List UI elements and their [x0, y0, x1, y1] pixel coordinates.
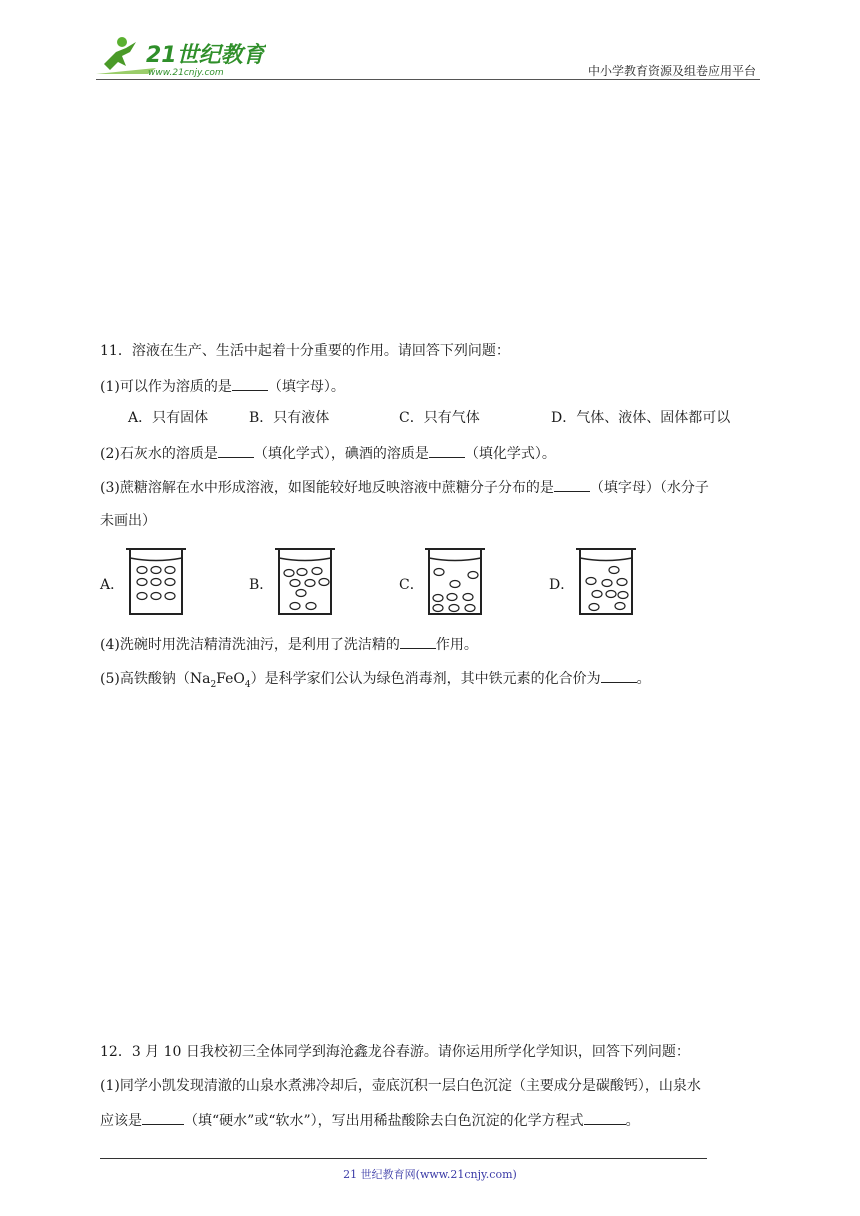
- q11-part2-text-b: （填化学式），碘酒的溶质是: [253, 446, 429, 462]
- q11-intro: 11．溶液在生产、生活中起着十分重要的作用。请回答下列问题：: [100, 343, 510, 359]
- answer-blank: [218, 443, 254, 458]
- q11-part1: [100, 376, 345, 397]
- q11-part5-text-b: FeO: [216, 671, 245, 687]
- beaker-label-b: B．: [249, 577, 274, 593]
- q11-part4-text-b: 作用。: [435, 637, 478, 653]
- beaker-d-icon: [574, 546, 638, 618]
- header-platform-name: 中小学教育资源及组卷应用平台: [587, 64, 756, 78]
- footer-divider: [100, 1158, 707, 1159]
- q12-part1-text-c: （填“硬水”或“软水”），写出用稀盐酸除去白色沉淀的化学方程式: [184, 1113, 584, 1129]
- q11-part3: [100, 477, 709, 498]
- q11-part4-text-a: (4)洗碗时用洗洁精清洗油污，是利用了洗洁精的: [100, 637, 400, 653]
- logo-url: www.21cnjy.com: [148, 68, 224, 78]
- q12-part1-text-b: 应该是: [100, 1113, 142, 1129]
- q11-part2: [100, 443, 556, 464]
- q11-part4: [100, 634, 478, 655]
- answer-blank: [232, 376, 268, 391]
- q11-part5-text-c: ）是科学家们公认为绿色消毒剂，其中铁元素的化合价为: [250, 671, 601, 687]
- option-d: D．气体、液体、固体都可以: [551, 410, 731, 426]
- q12-part1-text-d: 。: [625, 1113, 640, 1129]
- option-b: B．只有液体: [249, 410, 330, 426]
- logo-text: 21世纪教育: [146, 43, 265, 68]
- q11-part5-text-d: 。: [636, 671, 651, 687]
- header-divider: [96, 79, 760, 80]
- site-logo: [96, 34, 266, 78]
- answer-blank: [400, 634, 436, 649]
- q11-part1-tail: （填字母）。: [267, 379, 345, 395]
- beaker-label-d: D．: [549, 577, 575, 593]
- q12-intro: 12．3 月 10 日我校初三全体同学到海沧鑫龙谷春游。请你运用所学化学知识，回答下列问题：: [100, 1044, 690, 1060]
- q11-part2-text-a: (2)石灰水的溶质是: [100, 446, 218, 462]
- footer-link[interactable]: 21 世纪教育网(www.21cnjy.com): [343, 1168, 517, 1181]
- option-a: A．只有固体: [128, 410, 209, 426]
- answer-blank: [554, 477, 590, 492]
- q11-part3-text-b: （填字母）（水分子: [589, 480, 709, 496]
- subscript: 4: [244, 679, 251, 690]
- q11-part1-text: (1)可以作为溶质的是: [100, 379, 232, 395]
- answer-blank: [584, 1110, 626, 1125]
- q11-part3-cont: 未画出）: [100, 513, 156, 529]
- beaker-b-icon: [273, 546, 337, 618]
- q11-part2-text-c: （填化学式）。: [464, 446, 556, 462]
- answer-blank: [429, 443, 465, 458]
- answer-blank: [601, 668, 637, 683]
- subscript: 2: [210, 679, 217, 690]
- q12-part1: (1)同学小凯发现清澈的山泉水煮沸冷却后，壶底沉积一层白色沉淀（主要成分是碳酸钙），山泉水: [100, 1078, 701, 1094]
- option-c: C．只有气体: [399, 410, 480, 426]
- q11-part5: [100, 668, 651, 695]
- q12-part1-cont: [100, 1110, 640, 1131]
- q11-part3-text-a: (3)蔗糖溶解在水中形成溶液，如图能较好地反映溶液中蔗糖分子分布的是: [100, 480, 554, 496]
- q11-part5-text-a: (5)高铁酸钠（Na: [100, 671, 211, 687]
- beaker-c-icon: [423, 546, 487, 618]
- beaker-label-a: A．: [100, 577, 125, 593]
- beaker-a-icon: [124, 546, 188, 618]
- answer-blank: [142, 1110, 184, 1125]
- beaker-label-c: C．: [399, 577, 424, 593]
